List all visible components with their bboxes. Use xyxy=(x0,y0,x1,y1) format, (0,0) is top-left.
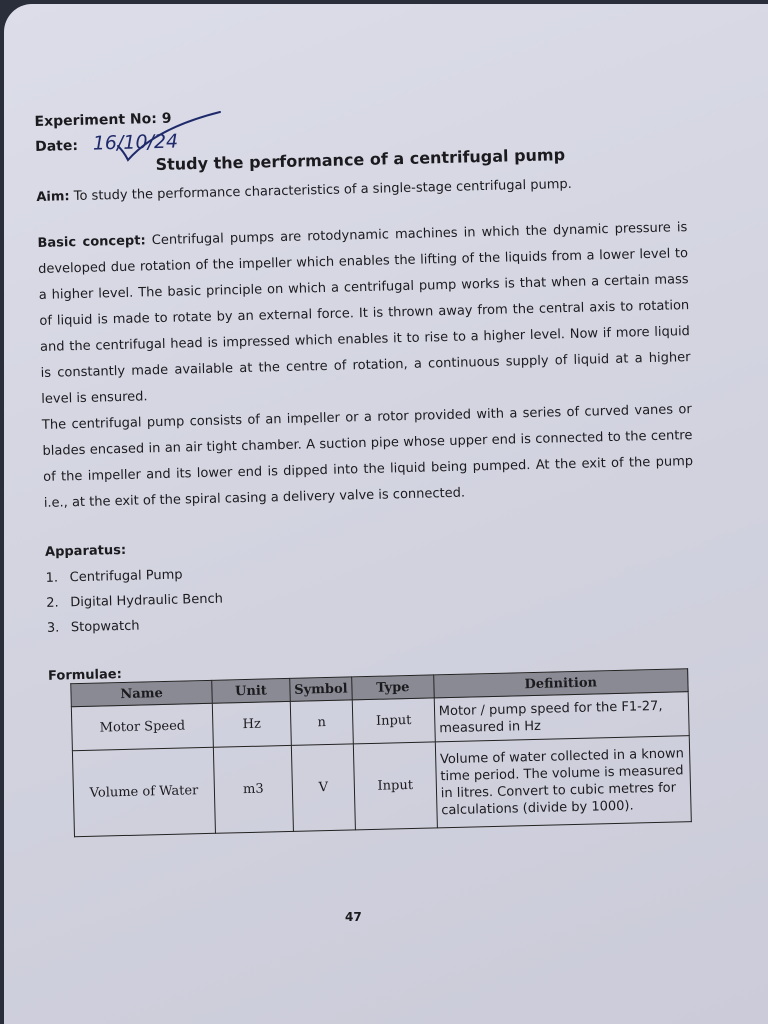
cell-definition: Motor / pump speed for the F1-27, measured in Hz xyxy=(434,692,689,742)
aim-text: To study the performance characteristics of a single-stage centrifugal pump. xyxy=(73,176,572,205)
list-text: Digital Hydraulic Bench xyxy=(70,591,224,611)
basic-concept-label: Basic concept: xyxy=(37,233,146,251)
cell-name: Motor Speed xyxy=(71,703,213,750)
list-text: Centrifugal Pump xyxy=(69,567,183,586)
page-number: 47 xyxy=(345,910,362,924)
formulae-table xyxy=(70,668,692,837)
apparatus-title: Apparatus: xyxy=(44,542,127,560)
cell-symbol: V xyxy=(291,744,355,831)
column-header-name: Name xyxy=(71,680,213,706)
cell-unit: Hz xyxy=(212,701,291,747)
page-title: Study the performance of a centrifugal pump xyxy=(155,145,566,175)
list-text: Stopwatch xyxy=(70,618,140,636)
cell-name: Volume of Water xyxy=(72,747,215,836)
table-row xyxy=(72,736,691,837)
date-label: Date: xyxy=(34,137,79,155)
column-header-type: Type xyxy=(352,675,434,700)
cell-type: Input xyxy=(353,742,437,830)
basic-concept-section xyxy=(37,215,691,413)
page-content xyxy=(34,84,702,838)
column-header-symbol: Symbol xyxy=(289,677,352,702)
cell-unit: m3 xyxy=(213,745,293,833)
column-header-definition: Definition xyxy=(433,669,688,698)
experiment-number: Experiment No: 9 xyxy=(34,110,172,130)
aim-label: Aim: xyxy=(36,189,70,205)
cell-type: Input xyxy=(352,698,435,744)
basic-concept-paragraph-2: The centrifugal pump consists of an impeller or a rotor provided with a series of curved vanes or blades encased in an air tight chamber. A suction pipe whose upper end is connected to the centre of the impeller and its lower end is dipped into the liquid being pumped. At the exit of the pump i.e., at the exit of the spiral casing a delivery valve is connected. xyxy=(41,402,694,511)
apparatus-list xyxy=(45,550,697,641)
list-number: 3. xyxy=(46,620,60,636)
handwritten-tick-mark xyxy=(116,108,236,168)
formulae-title: Formulae: xyxy=(47,667,122,684)
document-page xyxy=(4,4,768,1024)
list-number: 2. xyxy=(46,595,59,611)
list-number: 1. xyxy=(45,570,59,586)
aim-section xyxy=(36,169,686,211)
cell-definition: Volume of water collected in a known time period. The volume is measured in litres. Convert to cubic metres for calculations (divide by 1000). xyxy=(435,736,691,828)
column-header-unit: Unit xyxy=(212,678,290,703)
basic-concept-paragraph-1: Centrifugal pumps are rotodynamic machines in which the dynamic pressure is developed due rotation of the impeller which enables the lifting of the liquids from a lower level to a higher level. The basic principle on which a centrifugal pump works is that when a certain mass of liquid is made to rotate by an external force. It is thrown away from the central axis to rotation and the centrifugal head is impressed which enables it to rise to a higher level. Now if more liquid is constantly made available at the centre of rotation, a continuous supply of liquid at a higher level is ensured. xyxy=(37,220,691,407)
date-handwritten: 16/10/24 xyxy=(92,130,179,155)
cell-symbol: n xyxy=(290,700,353,746)
